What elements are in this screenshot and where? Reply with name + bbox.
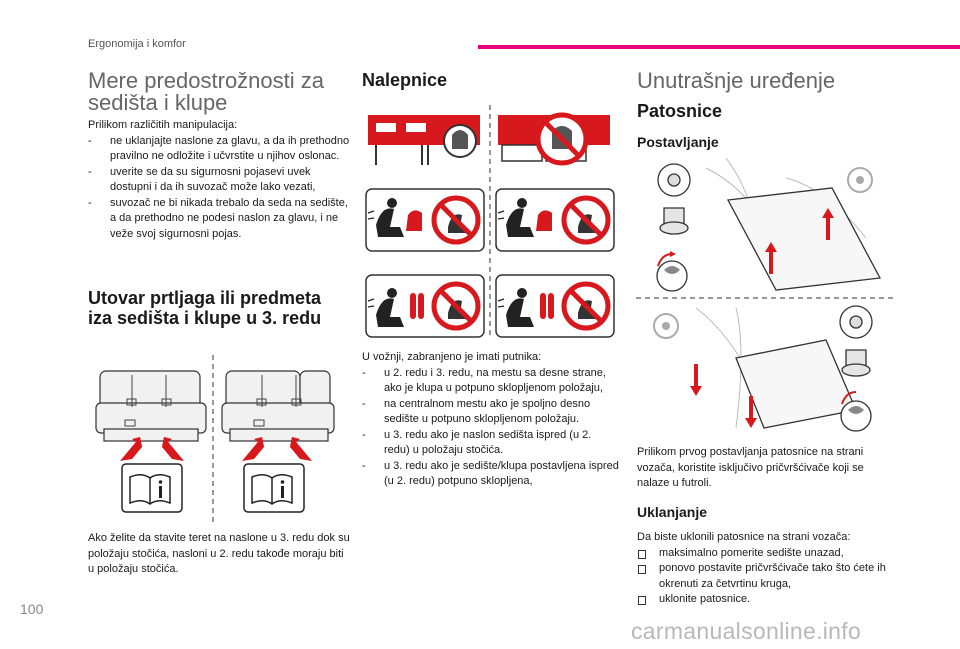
col3-title: Unutrašnje uređenje: [637, 68, 836, 93]
rear-seats-illustration: [92, 355, 352, 525]
col2-list: [362, 366, 620, 490]
labels-illustration: [362, 105, 620, 340]
col1-intro: Prilikom različitih manipulacija:: [88, 119, 238, 131]
col1-title-line1: Mere predostrožnosti za: [88, 68, 324, 93]
col3-remove-list: [637, 546, 891, 608]
list-item: - ne uklanjajte naslone za glavu, a da ih prethodno pravilno ne odložite i učvrstite u njihov oslonac.: [88, 134, 350, 165]
list-item: - u 3. redu ako je sedište/klupa postavljena ispred (u 2. redu) potpuno sklopljena,: [362, 459, 620, 490]
list-item: maksimalno pomerite sedište unazad,: [637, 546, 891, 562]
col3-sub-install: Postavljanje: [637, 134, 719, 150]
floor-mat-illustration: [636, 158, 896, 434]
col1-title-line2: sedišta i klupe: [88, 90, 228, 115]
page-number: 100: [20, 601, 44, 617]
list-item: - u 2. redu i 3. redu, na mestu sa desne strane, ako je klupa u potpuno sklopljenom položaju,: [362, 366, 620, 397]
list-item: - suvozač ne bi nikada trebalo da seda na sedište, a da prethodno ne podesi naslon za glavu, i ne veže svoj sigurnosni pojas.: [88, 196, 350, 243]
list-item: uklonite patosnice.: [637, 592, 891, 608]
list-item: - na centralnom mestu ako je spoljno desno sedište u potpuno sklopljenom položaju.: [362, 397, 620, 428]
col3-remove-intro: Da biste uklonili patosnice na strani vozača:: [637, 531, 851, 543]
col3-section: Patosnice: [637, 101, 723, 121]
col1-subtitle-line2: iza sedišta i klupe u 3. redu: [88, 308, 322, 328]
header-accent-bar: [478, 45, 960, 49]
col3-remove: [637, 530, 891, 608]
col2-title: Nalepnice: [362, 70, 448, 90]
col3-install-text: Prilikom prvog postavljanja patosnice na strani vozača, koristite isključivo pričvršćivače koji se nalaze u futroli.: [637, 446, 864, 489]
list-item: ponovo postavite pričvršćivače tako što ćete ih okrenuti za četvrtinu kruga,: [637, 561, 891, 592]
col2-intro: U vožnji, zabranjeno je imati putnika:: [362, 351, 542, 363]
section-header: Ergonomija i komfor: [88, 38, 186, 50]
col1-footer: Ako želite da stavite teret na naslone u 3. redu dok su položaju stočića, nasloni u 2. redu takođe moraju biti u položaju stočića.: [88, 532, 350, 575]
watermark: carmanualsonline.info: [631, 618, 862, 644]
list-item: - u 3. redu ako je naslon sedišta ispred (u 2. redu) u položaju stočića.: [362, 428, 620, 459]
col3-sub-remove: Uklanjanje: [637, 504, 708, 520]
col1-subtitle-line1: Utovar prtljaga ili predmeta: [88, 288, 322, 308]
col1-title: [88, 70, 348, 114]
book-info-icon: [122, 464, 304, 512]
col1-subtitle: [88, 288, 350, 328]
col1-list: [88, 134, 350, 243]
list-item: - uverite se da su sigurnosni pojasevi uvek dostupni i da ih suvozač može lako vezati,: [88, 165, 350, 196]
col1-body: [88, 118, 350, 242]
col2-body: [362, 350, 620, 490]
